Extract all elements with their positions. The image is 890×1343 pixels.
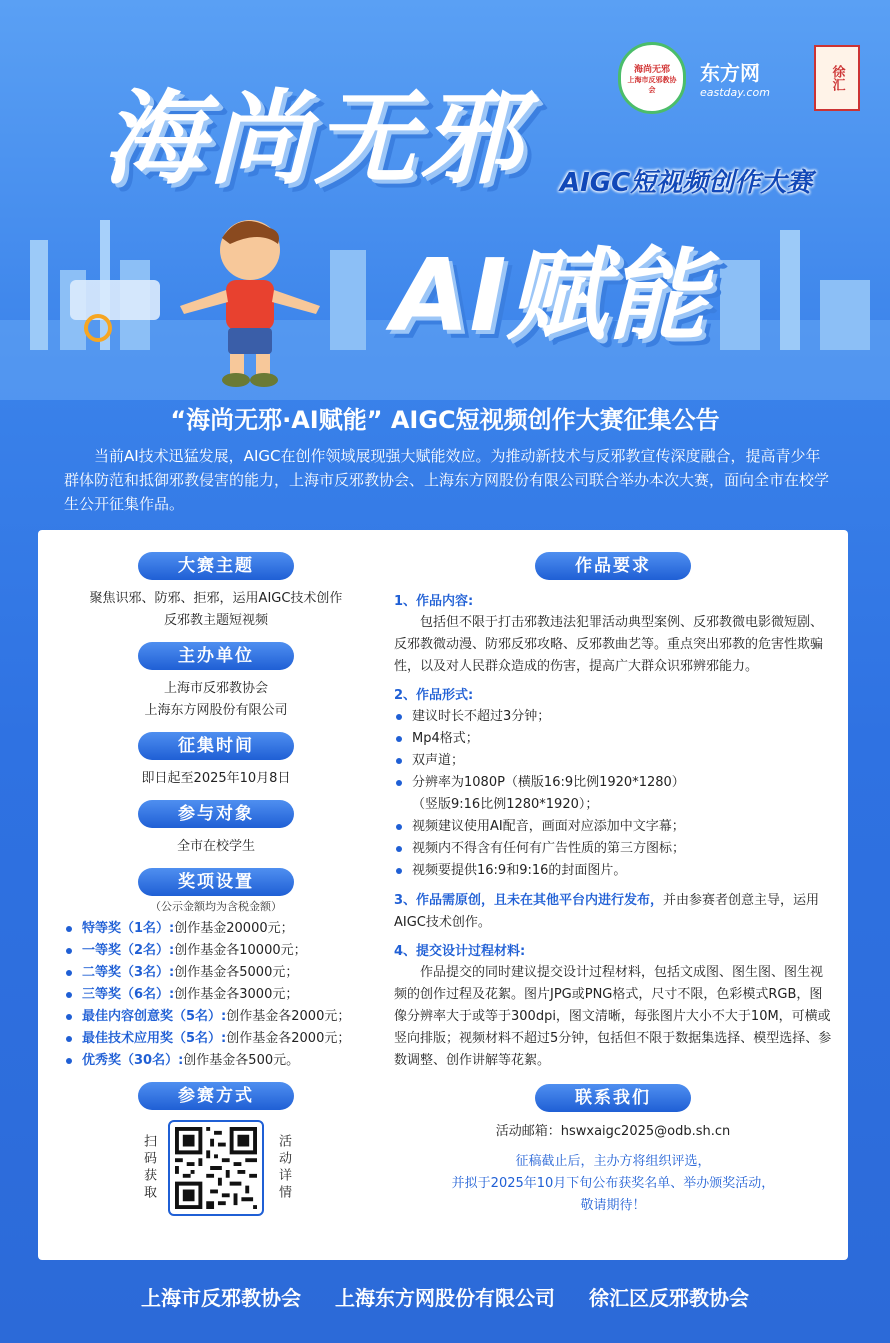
association-logo-name: 海尚无邪: [633, 64, 670, 75]
section-header-host: 主办单位: [138, 642, 294, 670]
announcement-intro: 当前AI技术迅猛发展，AIGC在创作领域展现强大赋能效应。为推动新技术与反邪教宣传深度融合，提高青少年群体防范和抵御邪教侵害的能力，上海市反邪教协会、上海东方网股份有限公司联合举办本次大赛，面向全市在校学生公开征集作品。: [64, 447, 830, 513]
mascot-boy-illustration: [170, 210, 330, 390]
req-3-title: 3、作品需原创，且未在其他平台内进行发布，: [394, 893, 664, 908]
scan-text: 扫码获取: [141, 1134, 156, 1202]
section-header-requirements: 作品要求: [535, 552, 691, 580]
association-logo-sub: 上海市反邪教协会: [627, 75, 677, 94]
time-text: 即日起至2025年10月8日: [141, 771, 291, 786]
prize-item: [64, 940, 376, 962]
prize-name: 优秀奖（30名）:: [82, 1053, 184, 1068]
closing-line3: 敬请期待！: [580, 1198, 646, 1213]
req-2-list: [394, 706, 832, 882]
prize-desc: 创作基金各10000元；: [174, 943, 307, 958]
theme-text-line1: 聚焦识邪、防邪、拒邪，运用AIGC技术创作: [89, 591, 343, 606]
detail-text: 活动详情: [276, 1134, 291, 1202]
footer-organizers: [0, 1282, 890, 1311]
section-header-theme: 大赛主题: [138, 552, 294, 580]
xuhui-seal-logo: 徐汇: [814, 45, 860, 111]
prize-item: [64, 918, 376, 940]
req-3: [394, 890, 832, 934]
prize-item: [64, 1050, 376, 1072]
section-header-join: 参赛方式: [138, 1082, 294, 1110]
req-2-title: 2、作品形式:: [394, 688, 474, 703]
list-item: 建议时长不超过3分钟；: [394, 706, 832, 728]
hero-title-line2: AI赋能: [392, 237, 707, 354]
sponsor-logos: [618, 42, 860, 114]
theme-text: [56, 588, 376, 632]
hero-title-line1: 海尚无邪: [102, 80, 526, 199]
section-header-target: 参与对象: [138, 800, 294, 828]
prize-item: [64, 984, 376, 1006]
host-2: 上海东方网股份有限公司: [144, 703, 288, 718]
left-column: [56, 552, 376, 1216]
prize-name: 最佳内容创意奖（5名）:: [82, 1009, 227, 1024]
target-text: 全市在校学生: [176, 839, 255, 854]
footer-org-3: 徐汇区反邪教协会: [589, 1286, 749, 1310]
closing-line2: 并拟于2025年10月下旬公布获奖名单、举办颁奖活动，: [451, 1176, 775, 1191]
section-header-prizes: 奖项设置: [138, 868, 294, 896]
announcement-title: “海尚无邪·AI赋能” AIGC短视频创作大赛征集公告: [170, 406, 720, 434]
prize-name: 一等奖（2名）:: [82, 943, 175, 958]
prize-name: 特等奖（1名）:: [82, 921, 175, 936]
list-item-continuation: （竖版9:16比例1280*1920）；: [412, 797, 599, 812]
association-logo: [618, 42, 686, 114]
qr-code-icon: [175, 1127, 257, 1209]
req-1-text: 包括但不限于打击邪教违法犯罪活动典型案例、反邪教微电影微短剧、反邪教微动漫、防邪反邪攻略、反邪教曲艺等。重点突出邪教的危害性欺骗性，以及对人民群众造成的伤害，提高广大群众识邪辨邪能力。: [394, 615, 824, 674]
theme-text-line2: 反邪教主题短视频: [163, 613, 268, 628]
content-card: [38, 530, 848, 1260]
prize-desc: 创作基金各3000元；: [174, 987, 299, 1002]
prize-item: [64, 962, 376, 984]
hero-subtitle: AIGC短视频创作大赛: [560, 168, 813, 198]
section-header-contact: 联系我们: [535, 1084, 691, 1112]
list-item: 分辨率为1080P（横版16:9比例1920*1280）: [394, 772, 832, 794]
list-item: 视频要提供16:9和9:16的封面图片。: [394, 860, 832, 882]
prize-item: [64, 1028, 376, 1050]
req-3-text: 并由参赛者创意主导，运用AIGC技术创作。: [394, 893, 820, 930]
eastday-logo-cn: 东方网: [700, 61, 760, 85]
right-column: [394, 552, 832, 1217]
contact-email[interactable]: 活动邮箱：hswxaigc2025@odb.sh.cn: [495, 1124, 731, 1139]
list-item: 视频内不得含有任何有广告性质的第三方图标；: [394, 838, 832, 860]
prize-item: [64, 1006, 376, 1028]
qr-section: [56, 1120, 376, 1216]
req-1-title: 1、作品内容:: [394, 594, 474, 609]
host-1: 上海市反邪教协会: [163, 681, 268, 696]
closing-line1: 征稿截止后，主办方将组织评选，: [515, 1154, 711, 1169]
list-item: Mp4格式；: [394, 728, 832, 750]
prize-name: 三等奖（6名）:: [82, 987, 175, 1002]
host-text: [56, 678, 376, 722]
qr-code[interactable]: [168, 1120, 264, 1216]
closing-text: [394, 1151, 832, 1217]
req-4-title: 4、提交设计过程材料:: [394, 944, 526, 959]
prize-name: 最佳技术应用奖（5名）:: [82, 1031, 227, 1046]
prize-desc: 创作基金各2000元；: [226, 1009, 351, 1024]
prize-desc: 创作基金各5000元；: [174, 965, 299, 980]
prize-list: [56, 918, 376, 1072]
prize-note: （公示金额均为含税金额）: [150, 900, 282, 913]
list-item: 双声道；: [394, 750, 832, 772]
req-4-text: 作品提交的同时建议提交设计过程材料，包括文成图、图生图、图生视频的创作过程及花絮。图片JPG或PNG格式，尺寸不限，色彩模式RGB，图像分辨率大于或等于300dpi，图文清晰，每张图片大小不大于10M，可横或竖向排版；视频材料不超过5分钟，包括但不限于数据集选择、模型选择、参数调整、创作讲解等花絮。: [394, 965, 832, 1068]
section-header-time: 征集时间: [138, 732, 294, 760]
footer-org-1: 上海市反邪教协会: [141, 1286, 301, 1310]
prize-desc: 创作基金各500元。: [183, 1053, 300, 1068]
prize-desc: 创作基金各2000元；: [226, 1031, 351, 1046]
footer-org-2: 上海东方网股份有限公司: [335, 1286, 555, 1310]
eastday-logo: [700, 48, 800, 108]
list-item: 视频建议使用AI配音，画面对应添加中文字幕；: [394, 816, 832, 838]
prize-desc: 创作基金20000元；: [174, 921, 294, 936]
prize-name: 二等奖（3名）:: [82, 965, 175, 980]
eastday-logo-en: eastday.com: [700, 86, 770, 99]
